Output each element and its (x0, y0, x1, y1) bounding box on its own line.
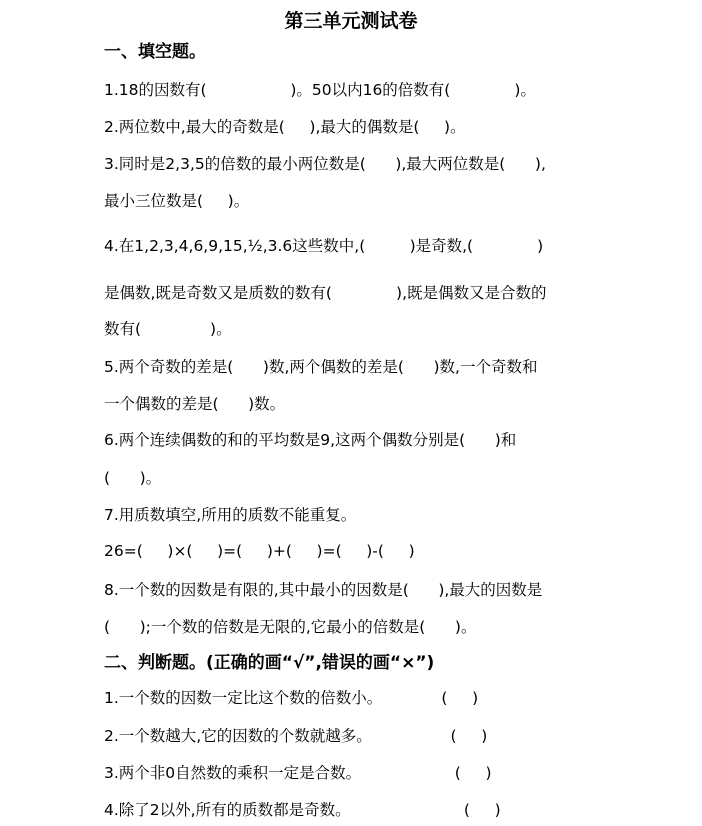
judgement-line: 1.一个数的因数一定比这个数的倍数小。 ( ) (104, 689, 479, 707)
question-line: 最小三位数是( )。 (104, 192, 250, 210)
question-line: 3.同时是2,3,5的倍数的最小两位数是( ),最大两位数是( ), (104, 155, 546, 173)
judgement-line: 3.两个非0自然数的乘积一定是合数。 ( ) (104, 764, 492, 782)
judgement-line: 2.一个数越大,它的因数的个数就越多。 ( ) (104, 727, 488, 745)
question-line: 数有( )。 (104, 320, 232, 338)
section-heading-true-false: 二、判断题。(正确的画“√”,错误的画“×”) (104, 653, 435, 673)
question-line: 一个偶数的差是( )数。 (104, 395, 286, 413)
page-title: 第三单元测试卷 (284, 10, 418, 32)
question-line: 2.两位数中,最大的奇数是( ),最大的偶数是( )。 (104, 118, 466, 136)
question-line: 4.在1,2,3,4,6,9,15,½,3.6这些数中,( )是奇数,( ) (104, 237, 544, 255)
section-heading-fill-blank: 一、填空题。 (104, 42, 206, 62)
question-line: 是偶数,既是奇数又是质数的数有( ),既是偶数又是合数的 (104, 284, 547, 302)
question-line: ( );一个数的倍数是无限的,它最小的倍数是( )。 (104, 618, 477, 636)
question-line: 7.用质数填空,所用的质数不能重复。 (104, 506, 357, 524)
question-line: 26=( )×( )=( )+( )=( )-( ) (104, 542, 415, 560)
judgement-line: 4.除了2以外,所有的质数都是奇数。 ( ) (104, 801, 501, 819)
question-line: ( )。 (104, 469, 162, 487)
question-line: 5.两个奇数的差是( )数,两个偶数的差是( )数,一个奇数和 (104, 358, 538, 376)
question-line: 1.18的因数有( )。50以内16的倍数有( )。 (104, 81, 536, 99)
question-line: 6.两个连续偶数的和的平均数是9,这两个偶数分别是( )和 (104, 431, 517, 449)
question-line: 8.一个数的因数是有限的,其中最小的因数是( ),最大的因数是 (104, 581, 543, 599)
